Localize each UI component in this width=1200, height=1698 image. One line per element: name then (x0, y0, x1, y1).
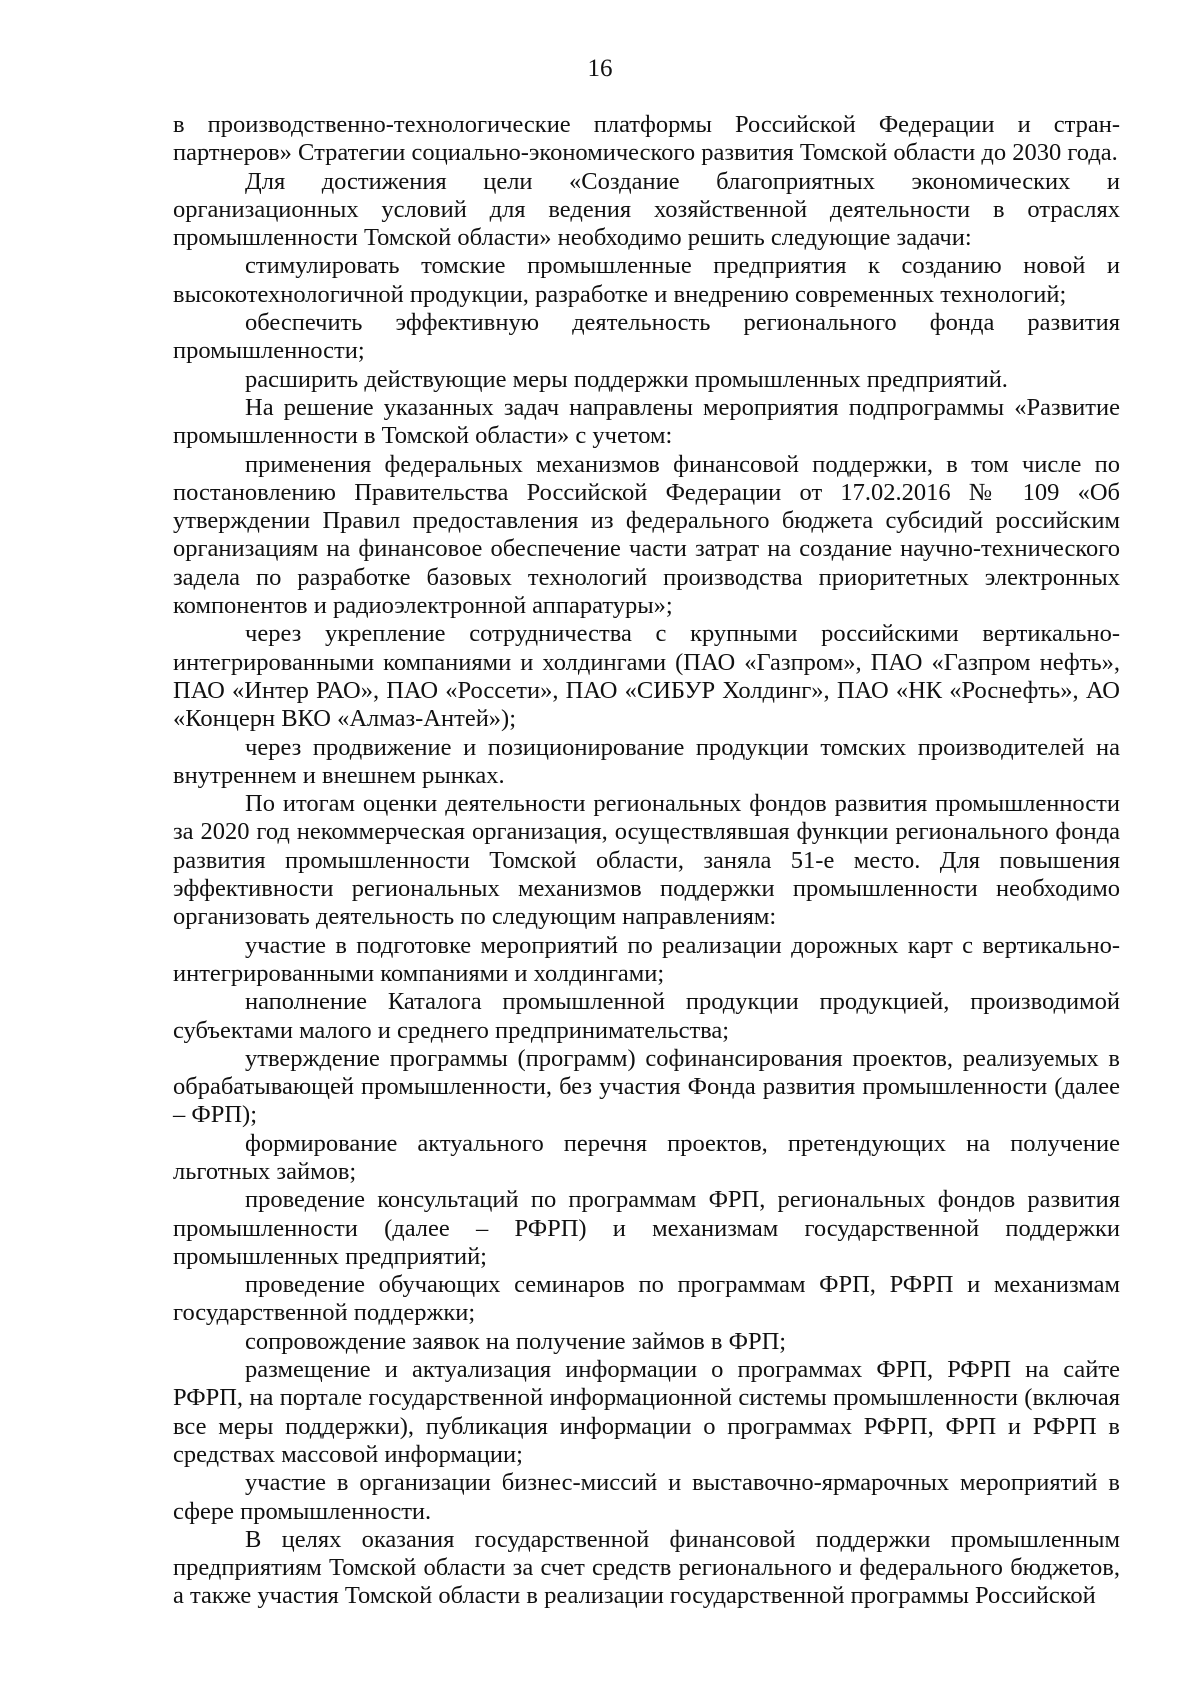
page-number: 16 (587, 55, 613, 82)
measure-item: через продвижение и позиционирование продукции томских производителей на внутреннем и внешнем рынках. (173, 733, 1120, 789)
direction-item: утверждение программы (программ) софинансирования проектов, реализуемых в обрабатывающей промышленности, без участия Фонда развития промышленности (далее – ФРП); (173, 1044, 1120, 1129)
direction-item: проведение консультаций по программам ФРП, региональных фондов развития промышленности (далее – РФРП) и механизмам государственной поддержки промышленных предприятий; (173, 1186, 1120, 1270)
direction-item: участие в подготовке мероприятий по реализации дорожных карт с вертикально-интегрированными компаниями и холдингами; (173, 931, 1120, 987)
direction-item: сопровождение заявок на получение займов в ФРП; (245, 1327, 787, 1355)
paragraph-financial-support: В целях оказания государственной финансовой поддержки промышленным предприятиям Томской области за счет средств регионального и федерального бюджетов, а также участия Томской области в реализации государственной программы Российской (173, 1525, 1120, 1610)
direction-item: наполнение Каталога промышленной продукции продукцией, производимой субъектами малого и среднего предпринимательства; (173, 988, 1120, 1044)
task-item: стимулировать томские промышленные предприятия к созданию новой и высокотехнологичной продукции, разработке и внедрению современных технологий; (173, 252, 1120, 308)
task-item: расширить действующие меры поддержки промышленных предприятий. (245, 365, 1008, 393)
paragraph-continuation: в производственно-технологические платформы Российской Федерации и стран-партнеров» Стратегии социально-экономического развития Томской области до 2030 года. (173, 111, 1120, 167)
direction-item: проведение обучающих семинаров по программам ФРП, РФРП и механизмам государственной поддержки; (173, 1271, 1120, 1327)
measure-item: применения федеральных механизмов финансовой поддержки, в том числе по постановлению Правительства Российской Федерации от 17.02.2016 № 109 «Об утверждении Правил предоставления из федерального бюджета субсидий российским организациям на финансовое обеспечение части затрат на создание научно-технического задела по разработке базовых технологий производства приоритетных электронных компонентов и радиоэлектронной аппаратуры»; (173, 450, 1120, 620)
paragraph-goal-intro: Для достижения цели «Создание благоприятных экономических и организационных условий для ведения хозяйственной деятельности в отраслях промышленности Томской области» необходимо решить следующие задачи: (173, 167, 1120, 252)
paragraph-measures-intro: На решение указанных задач направлены мероприятия подпрограммы «Развитие промышленности в Томской области» с учетом: (173, 393, 1120, 450)
task-item: обеспечить эффективную деятельность регионального фонда развития промышленности; (173, 309, 1120, 365)
direction-item: участие в организации бизнес-миссий и выставочно-ярмарочных мероприятий в сфере промышленности. (173, 1469, 1120, 1525)
paragraph-fund-evaluation: По итогам оценки деятельности региональных фондов развития промышленности за 2020 год некоммерческая организация, осуществлявшая функции регионального фонда развития промышленности Томской области, заняла 51-е место. Для повышения эффективности региональных механизмов поддержки промышленности необходимо организовать деятельность по следующим направлениям: (173, 790, 1120, 931)
direction-item: формирование актуального перечня проектов, претендующих на получение льготных займов; (173, 1129, 1120, 1185)
document-body (173, 111, 1120, 1611)
measure-item: через укрепление сотрудничества с крупными российскими вертикально-интегрированными компаниями и холдингами (ПАО «Газпром», ПАО «Газпром нефть», ПАО «Интер РАО», ПАО «Россети», ПАО «СИБУР Холдинг», ПАО «НК «Роснефть», АО «Концерн ВКО «Алмаз-Антей»); (173, 620, 1120, 733)
direction-item: размещение и актуализация информации о программах ФРП, РФРП на сайте РФРП, на портале государственной информационной системы промышленности (включая все меры поддержки), публикация информации о программах РФРП, ФРП и РФРП в средствах массовой информации; (173, 1356, 1120, 1468)
